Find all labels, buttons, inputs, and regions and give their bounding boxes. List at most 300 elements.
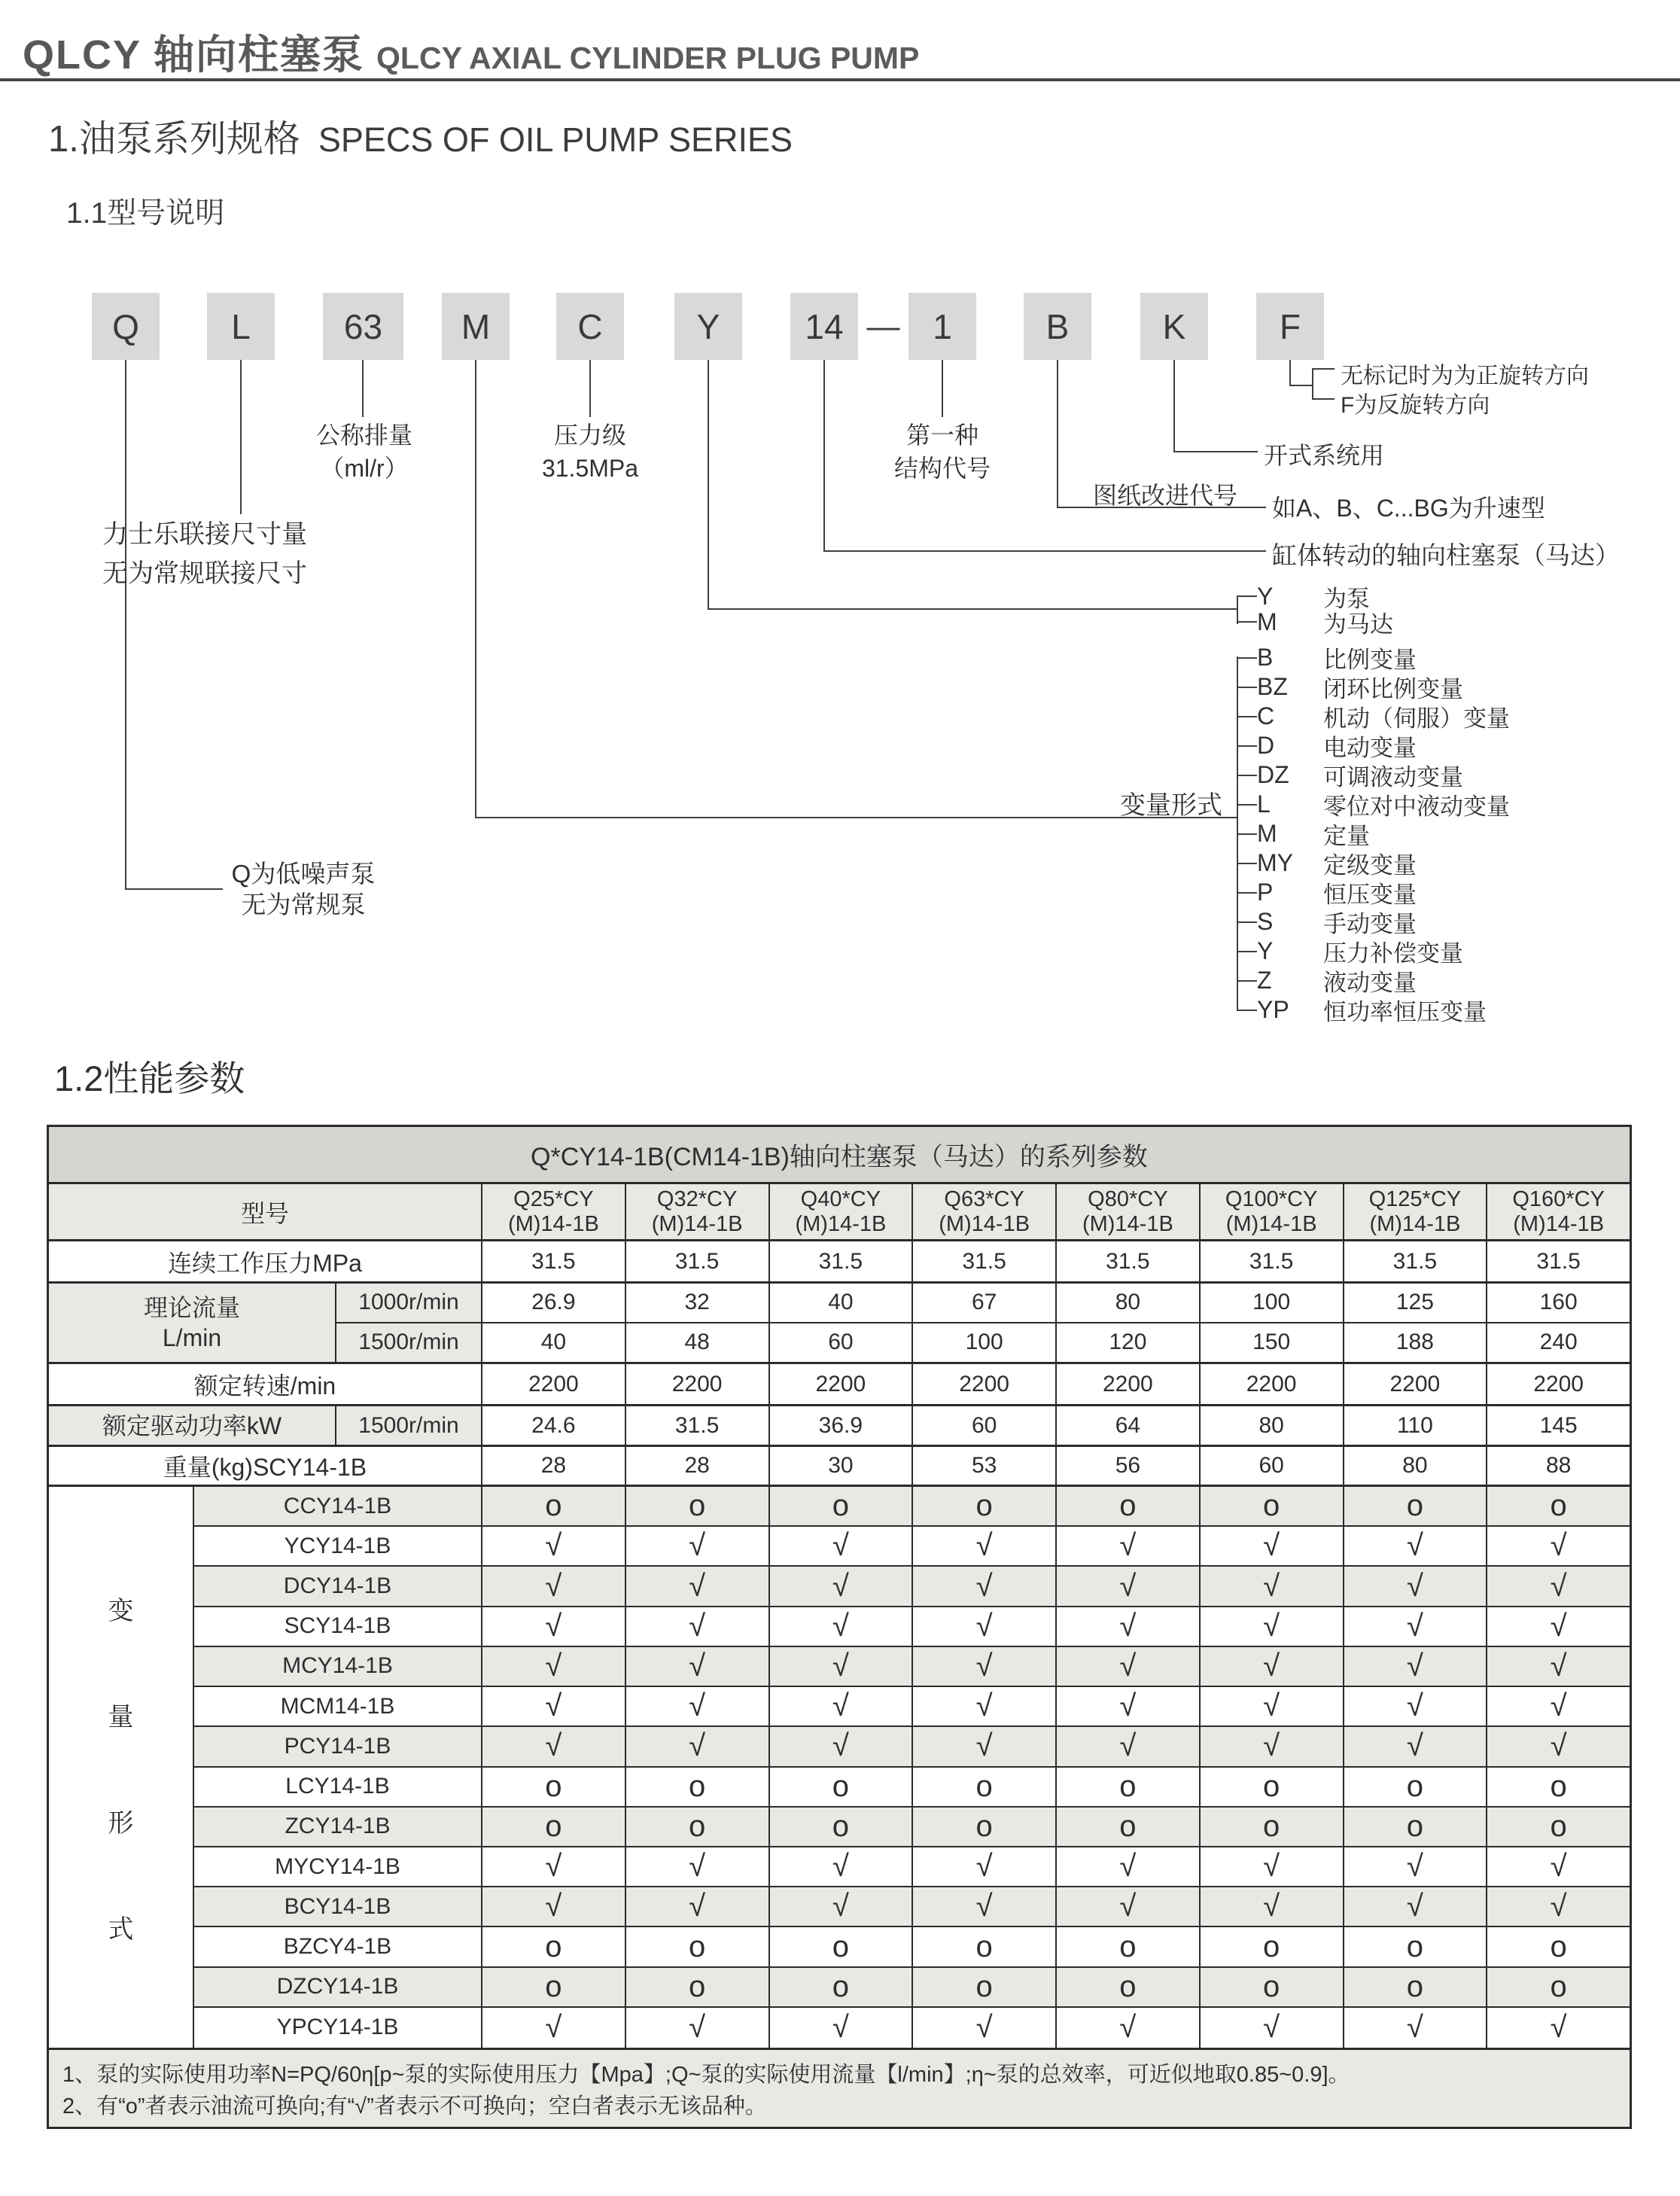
model-column-header xyxy=(626,1184,770,1239)
variant-mark: √ xyxy=(482,1647,626,1686)
connector-line xyxy=(708,360,709,610)
variant-mark: √ xyxy=(1201,1727,1344,1765)
variant-label-char: 式 xyxy=(108,1914,134,1944)
variant-mark: o xyxy=(1344,1968,1488,2006)
flow-1000-value: 160 xyxy=(1539,1290,1578,1315)
flow-1500-value: 150 xyxy=(1201,1323,1344,1363)
variant-mark: √ xyxy=(1201,1847,1344,1886)
callout-no-mark-rotation: 无标记时为为正旋转方向 xyxy=(1341,364,1589,388)
table-title: Q*CY14-1B(CM14-1B)轴向柱塞泵（马达）的系列参数 xyxy=(531,1143,1148,1171)
variant-form-desc: 比例变量 xyxy=(1323,647,1417,673)
variant-row xyxy=(194,1808,1630,1847)
variant-mark: o xyxy=(1550,1929,1567,1963)
callout-reverse-rotation: F为反旋转方向 xyxy=(1341,393,1490,418)
variant-form-desc: 闭环比例变量 xyxy=(1323,676,1463,702)
variant-column-label xyxy=(49,1487,194,2048)
variant-mark: o xyxy=(1550,1809,1567,1843)
variant-mark: √ xyxy=(913,1647,1057,1686)
flow-block xyxy=(49,1284,1630,1364)
variant-form-item xyxy=(1257,643,1510,672)
note-1: 1、泵的实际使用功率N=PQ/60η[p~泵的实际使用压力【Mpa】;Q~泵的实际使用流量【l/min】;η~泵的总效率，可近似地取0.85~0.9]。 xyxy=(62,2063,1350,2087)
variant-mark: √ xyxy=(913,1727,1057,1765)
variant-mark: √ xyxy=(1201,1887,1344,1926)
variant-mark: o xyxy=(1057,1808,1201,1846)
model-code-box: F xyxy=(1256,293,1324,360)
power-label: 额定驱动功率kW xyxy=(49,1406,336,1445)
variant-form-desc: 机动（伺服）变量 xyxy=(1323,705,1510,732)
variant-mark: √ xyxy=(913,2008,1057,2048)
variant-form-code: Z xyxy=(1257,967,1272,994)
variant-mark: √ xyxy=(1201,1567,1344,1605)
variant-mark: o xyxy=(1057,1968,1201,2006)
variant-mark: o xyxy=(770,1968,914,2006)
variant-mark: √ xyxy=(482,1727,626,1765)
variant-mark: o xyxy=(1057,1927,1201,1966)
pump-motor-code: M xyxy=(1257,608,1277,635)
callout-drawing-revision: 图纸改进代号 xyxy=(1093,482,1238,509)
variant-name: MCY14-1B xyxy=(194,1647,482,1686)
variant-form-code: BZ xyxy=(1257,673,1288,700)
variant-mark: √ xyxy=(1550,1529,1567,1563)
model-header-line1: Q160*CY xyxy=(1512,1186,1605,1211)
weight-value: 60 xyxy=(1201,1447,1344,1485)
variant-mark: √ xyxy=(770,1527,914,1565)
weight-value: 30 xyxy=(770,1447,914,1485)
variant-mark: √ xyxy=(1057,1607,1201,1646)
weight-value: 28 xyxy=(482,1447,626,1485)
variant-mark: √ xyxy=(1201,1647,1344,1686)
variant-mark: √ xyxy=(1550,1649,1567,1683)
variant-form-code: S xyxy=(1257,908,1274,935)
variant-mark: √ xyxy=(770,1687,914,1725)
variant-name: DZCY14-1B xyxy=(194,1968,482,2006)
variant-mark: o xyxy=(770,1487,914,1525)
variant-mark: √ xyxy=(482,1847,626,1886)
model-header-line2: (M)14-1B xyxy=(795,1211,887,1236)
variant-mark: o xyxy=(1201,1927,1344,1966)
variant-form-desc: 定级变量 xyxy=(1323,852,1417,879)
variant-form-item xyxy=(1257,790,1510,819)
variant-mark: o xyxy=(1550,1969,1567,2003)
variant-mark: √ xyxy=(1550,1569,1567,1603)
variant-mark: o xyxy=(1201,1768,1344,1806)
connector-line xyxy=(362,360,364,417)
connector-line xyxy=(1237,595,1238,624)
model-header-line1: Q25*CY xyxy=(513,1186,594,1211)
variant-mark: √ xyxy=(626,1727,770,1765)
callout-pressure-line1: 压力级 xyxy=(553,422,626,449)
flow-1500-value: 100 xyxy=(913,1323,1057,1363)
callout-open-system: 开式系统用 xyxy=(1264,442,1385,469)
variant-mark: √ xyxy=(1201,1607,1344,1646)
model-header-line2: (M)14-1B xyxy=(939,1211,1030,1236)
variant-mark: o xyxy=(1344,1927,1488,1966)
variant-form-code: M xyxy=(1257,820,1277,847)
variant-name: BCY14-1B xyxy=(194,1887,482,1926)
pump-motor-code: Y xyxy=(1257,582,1274,610)
variant-mark: o xyxy=(1550,1489,1567,1523)
power-value: 80 xyxy=(1201,1406,1344,1445)
model-header-line2: (M)14-1B xyxy=(1513,1211,1605,1236)
variant-row xyxy=(194,1727,1630,1767)
variant-form-code: D xyxy=(1257,732,1275,759)
variant-mark: o xyxy=(913,1808,1057,1846)
variant-form-item xyxy=(1257,672,1510,702)
variant-form-item xyxy=(1257,819,1510,848)
variant-mark: √ xyxy=(770,1847,914,1886)
section-1-en: SPECS OF OIL PUMP SERIES xyxy=(318,120,793,159)
table-title-row xyxy=(49,1127,1630,1184)
model-column-header xyxy=(770,1184,914,1239)
model-code-box: Y xyxy=(674,293,742,360)
variant-mark: √ xyxy=(770,1567,914,1605)
variant-mark: √ xyxy=(770,1647,914,1686)
variant-mark: √ xyxy=(626,1567,770,1605)
power-value: 64 xyxy=(1057,1406,1201,1445)
variant-mark: √ xyxy=(1057,1847,1201,1886)
model-header-line1: Q80*CY xyxy=(1088,1186,1168,1211)
speed-value: 2200 xyxy=(770,1364,914,1404)
callout-low-noise-line2: 无为常规泵 xyxy=(241,891,366,918)
variant-name: DCY14-1B xyxy=(194,1567,482,1605)
callout-rexroth-line2: 无为常规联接尺寸 xyxy=(102,559,307,588)
callout-displacement xyxy=(297,419,432,485)
variant-name: MYCY14-1B xyxy=(194,1847,482,1886)
variant-form-desc: 恒功率恒压变量 xyxy=(1323,999,1487,1025)
section-1-2-heading: 1.2性能参数 xyxy=(54,1058,245,1098)
model-code-box: 14 xyxy=(790,293,858,360)
connector-line xyxy=(708,608,1237,610)
variant-row xyxy=(194,1647,1630,1687)
flow-1500-value: 240 xyxy=(1539,1329,1578,1355)
callout-structure-line2: 结构代号 xyxy=(893,455,991,482)
variant-name: BZCY4-1B xyxy=(194,1927,482,1966)
power-value: 31.5 xyxy=(626,1406,770,1445)
variant-mark: √ xyxy=(1201,1687,1344,1725)
flow-1000-value: 67 xyxy=(913,1284,1057,1322)
callout-low-noise xyxy=(217,858,390,920)
connector-line xyxy=(942,360,943,417)
variant-row xyxy=(194,1887,1630,1927)
variant-name: PCY14-1B xyxy=(194,1727,482,1765)
variant-form-desc: 可调液动变量 xyxy=(1323,764,1463,790)
model-column-header xyxy=(1057,1184,1201,1239)
speed-value: 2200 xyxy=(1344,1364,1488,1404)
model-column-header xyxy=(482,1184,626,1239)
flow-label xyxy=(49,1284,336,1362)
flow-1000-value: 100 xyxy=(1201,1284,1344,1322)
model-code-box: L xyxy=(207,293,275,360)
variant-rows xyxy=(194,1487,1630,2048)
performance-table xyxy=(47,1125,1632,2129)
flow-1000-row xyxy=(336,1284,1630,1323)
variant-mark: √ xyxy=(1550,1890,1567,1923)
variant-mark: √ xyxy=(482,1527,626,1565)
variant-mark: o xyxy=(482,1768,626,1806)
variant-mark: √ xyxy=(913,1567,1057,1605)
column-header-model: 型号 xyxy=(49,1184,482,1239)
variant-mark: √ xyxy=(1344,1647,1488,1686)
variant-mark: √ xyxy=(770,1607,914,1646)
variant-name: LCY14-1B xyxy=(194,1768,482,1806)
model-column-header xyxy=(1201,1184,1344,1239)
variant-name: YCY14-1B xyxy=(194,1527,482,1565)
page-title-zh: QLCY 轴向柱塞泵 xyxy=(23,32,365,78)
variant-block xyxy=(49,1487,1630,2050)
variant-mark: √ xyxy=(626,1687,770,1725)
variant-form-code: C xyxy=(1257,702,1275,729)
model-header-line2: (M)14-1B xyxy=(651,1211,743,1236)
flow-1500-row xyxy=(336,1323,1630,1363)
variant-mark: √ xyxy=(1550,2010,1567,2044)
variant-mark: √ xyxy=(1057,2008,1201,2048)
variant-row xyxy=(194,1687,1630,1727)
flow-1500-value: 48 xyxy=(626,1323,770,1363)
connector-line xyxy=(1312,368,1335,370)
variant-mark: √ xyxy=(1344,1687,1488,1725)
variant-mark: √ xyxy=(482,1687,626,1725)
variant-mark: √ xyxy=(626,2008,770,2048)
variant-mark: o xyxy=(1057,1768,1201,1806)
variant-mark: √ xyxy=(770,2008,914,2048)
variant-form-desc: 电动变量 xyxy=(1323,735,1417,761)
variant-mark: o xyxy=(626,1968,770,2006)
connector-line xyxy=(125,888,223,890)
variant-label-char: 变 xyxy=(108,1596,134,1625)
flow-1000-value: 32 xyxy=(626,1284,770,1322)
pressure-value: 31.5 xyxy=(1057,1241,1201,1281)
section-1-1-heading: 1.1型号说明 xyxy=(66,197,225,230)
model-code-box: 1 xyxy=(908,293,976,360)
weight-value: 88 xyxy=(1545,1453,1572,1478)
variant-form-list xyxy=(1257,643,1510,1025)
variant-mark: o xyxy=(770,1768,914,1806)
variant-mark: o xyxy=(770,1927,914,1966)
variant-mark: √ xyxy=(626,1607,770,1646)
variant-form-item xyxy=(1257,878,1510,907)
flow-1500-value: 120 xyxy=(1057,1323,1201,1363)
variant-mark: √ xyxy=(913,1847,1057,1886)
variant-mark: √ xyxy=(1344,1727,1488,1765)
pressure-row xyxy=(49,1241,1630,1284)
variant-name: ZCY14-1B xyxy=(194,1808,482,1846)
connector-line xyxy=(1289,360,1291,386)
model-code-dash: — xyxy=(866,307,900,345)
pressure-value: 31.5 xyxy=(1201,1241,1344,1281)
variant-mark: √ xyxy=(626,1847,770,1886)
speed-row xyxy=(49,1364,1630,1406)
model-header-line2: (M)14-1B xyxy=(1082,1211,1173,1236)
speed-value: 2200 xyxy=(1201,1364,1344,1404)
variant-row xyxy=(194,1768,1630,1808)
variant-form-desc: 恒压变量 xyxy=(1323,882,1417,908)
variant-row xyxy=(194,1567,1630,1607)
variant-row xyxy=(194,1847,1630,1887)
variant-mark: √ xyxy=(1344,1847,1488,1886)
variant-mark: √ xyxy=(626,1527,770,1565)
callout-cylinder-rotation: 缸体转动的轴向柱塞泵（马达） xyxy=(1272,541,1620,569)
variant-mark: √ xyxy=(482,1607,626,1646)
variant-form-code: B xyxy=(1257,644,1274,671)
power-row xyxy=(49,1406,1630,1447)
variant-mark: o xyxy=(1344,1808,1488,1846)
flow-label-line2: L/min xyxy=(162,1324,222,1351)
weight-values xyxy=(482,1447,1630,1485)
callout-displacement-line2: （ml/r） xyxy=(320,455,409,482)
model-header-cells xyxy=(482,1184,1630,1239)
flow-1000-value: 125 xyxy=(1344,1284,1488,1322)
variant-mark: √ xyxy=(1201,2008,1344,2048)
variant-mark: √ xyxy=(1057,1527,1201,1565)
model-header-line1: Q32*CY xyxy=(656,1186,738,1211)
variant-name: SCY14-1B xyxy=(194,1607,482,1646)
flow-1000-label: 1000r/min xyxy=(336,1284,482,1322)
note-2: 2、有“o”者表示油流可换向;有“√”者表示不可换向；空白者表示无该品种。 xyxy=(62,2094,767,2118)
model-code-box: M xyxy=(442,293,510,360)
variant-row xyxy=(194,1927,1630,1967)
flow-1000-value: 80 xyxy=(1057,1284,1201,1322)
variant-mark: √ xyxy=(913,1607,1057,1646)
variant-form-desc: 压力补偿变量 xyxy=(1323,940,1463,967)
variant-mark: o xyxy=(913,1487,1057,1525)
pressure-values xyxy=(482,1241,1630,1281)
variant-mark: √ xyxy=(913,1687,1057,1725)
flow-1500-label: 1500r/min xyxy=(336,1323,482,1363)
variant-mark: o xyxy=(1201,1808,1344,1846)
weight-value: 53 xyxy=(913,1447,1057,1485)
variant-mark: √ xyxy=(770,1727,914,1765)
variant-mark: √ xyxy=(1550,1689,1567,1723)
variant-mark: √ xyxy=(1344,1607,1488,1646)
variant-mark: o xyxy=(482,1487,626,1525)
model-code-box: Q xyxy=(92,293,160,360)
model-column-header xyxy=(1344,1184,1488,1239)
model-header-line1: Q63*CY xyxy=(944,1186,1024,1211)
variant-mark: o xyxy=(913,1768,1057,1806)
power-sub-label: 1500r/min xyxy=(336,1406,482,1445)
variant-form-desc: 定量 xyxy=(1323,823,1370,849)
variant-row xyxy=(194,1487,1630,1527)
pressure-value: 31.5 xyxy=(482,1241,626,1281)
weight-value: 28 xyxy=(626,1447,770,1485)
connector-line xyxy=(1312,368,1313,400)
variant-mark: √ xyxy=(1201,1527,1344,1565)
section-1-zh: 1.油泵系列规格 xyxy=(48,119,300,160)
speed-value: 2200 xyxy=(626,1364,770,1404)
callout-rexroth-size xyxy=(102,515,307,593)
connector-line xyxy=(1057,360,1058,508)
variant-mark: √ xyxy=(626,1887,770,1926)
variant-mark: o xyxy=(482,1927,626,1966)
model-header-line1: Q100*CY xyxy=(1225,1186,1318,1211)
weight-row xyxy=(49,1447,1630,1487)
pressure-value: 31.5 xyxy=(626,1241,770,1281)
variant-mark: o xyxy=(913,1927,1057,1966)
variant-form-item xyxy=(1257,848,1510,878)
variant-mark: √ xyxy=(1057,1567,1201,1605)
table-notes xyxy=(49,2050,1630,2127)
connector-line xyxy=(1173,360,1175,452)
pressure-value: 31.5 xyxy=(913,1241,1057,1281)
variant-mark: o xyxy=(626,1487,770,1525)
flow-label-line1: 理论流量 xyxy=(143,1294,240,1321)
speed-values xyxy=(482,1364,1630,1404)
variant-form-item xyxy=(1257,702,1510,731)
model-header-line2: (M)14-1B xyxy=(1225,1211,1317,1236)
notes-row xyxy=(49,2050,1630,2127)
variant-label-char: 量 xyxy=(108,1702,134,1732)
variant-name: CCY14-1B xyxy=(194,1487,482,1525)
variant-mark: o xyxy=(1201,1487,1344,1525)
model-code-box: B xyxy=(1024,293,1091,360)
power-value: 145 xyxy=(1539,1412,1578,1438)
connector-line xyxy=(1312,398,1335,400)
variant-mark: o xyxy=(770,1808,914,1846)
variant-mark: o xyxy=(913,1968,1057,2006)
flow-1500-values xyxy=(482,1323,1630,1363)
flow-1500-value: 188 xyxy=(1344,1323,1488,1363)
variant-mark: o xyxy=(1344,1487,1488,1525)
variant-form-code: P xyxy=(1257,879,1274,906)
flow-1000-value: 40 xyxy=(770,1284,914,1322)
speed-label: 额定转速/min xyxy=(49,1364,482,1404)
variant-mark: √ xyxy=(482,1567,626,1605)
flow-1500-value: 40 xyxy=(482,1323,626,1363)
connector-line xyxy=(475,360,476,818)
variant-mark: √ xyxy=(1344,1527,1488,1565)
variant-mark: o xyxy=(482,1808,626,1846)
variant-form-code: Y xyxy=(1257,937,1274,964)
variant-form-item xyxy=(1257,907,1510,937)
power-value: 24.6 xyxy=(482,1406,626,1445)
variant-mark: o xyxy=(626,1808,770,1846)
variant-form-code: MY xyxy=(1257,849,1293,876)
variant-form-item xyxy=(1257,731,1510,760)
pump-motor-list xyxy=(1257,582,1393,638)
variant-mark: o xyxy=(482,1968,626,2006)
pump-motor-desc: 为泵 xyxy=(1323,585,1370,612)
connector-line xyxy=(589,360,591,417)
variant-form-desc: 零位对中液动变量 xyxy=(1323,793,1510,820)
variant-label-char: 形 xyxy=(108,1808,134,1838)
variant-form-item xyxy=(1257,995,1510,1025)
callout-revision-example: 如A、B、C...BG为升速型 xyxy=(1272,495,1545,522)
variant-mark: √ xyxy=(770,1887,914,1926)
flow-1000-value: 26.9 xyxy=(482,1284,626,1322)
variant-form-item xyxy=(1257,966,1510,995)
callout-structure-code xyxy=(875,419,1010,485)
variant-mark: √ xyxy=(913,1527,1057,1565)
weight-label: 重量(kg)SCY14-1B xyxy=(49,1447,482,1485)
variant-mark: √ xyxy=(1550,1729,1567,1763)
power-value: 110 xyxy=(1344,1406,1488,1445)
model-column-header xyxy=(913,1184,1057,1239)
variant-form-item xyxy=(1257,760,1510,790)
callout-structure-line1: 第一种 xyxy=(905,422,978,449)
variant-mark: o xyxy=(626,1927,770,1966)
callout-variant-form: 变量形式 xyxy=(1120,791,1222,820)
pump-motor-desc: 为马达 xyxy=(1323,611,1393,638)
flow-1500-value: 60 xyxy=(770,1323,914,1363)
callout-pressure-line2: 31.5MPa xyxy=(541,455,639,482)
model-code-box: K xyxy=(1140,293,1208,360)
connector-line xyxy=(823,360,825,552)
model-header-line1: Q125*CY xyxy=(1368,1186,1462,1211)
pump-motor-item xyxy=(1257,608,1393,638)
weight-value: 80 xyxy=(1344,1447,1488,1485)
variant-row xyxy=(194,1968,1630,2008)
speed-value: 2200 xyxy=(482,1364,626,1404)
